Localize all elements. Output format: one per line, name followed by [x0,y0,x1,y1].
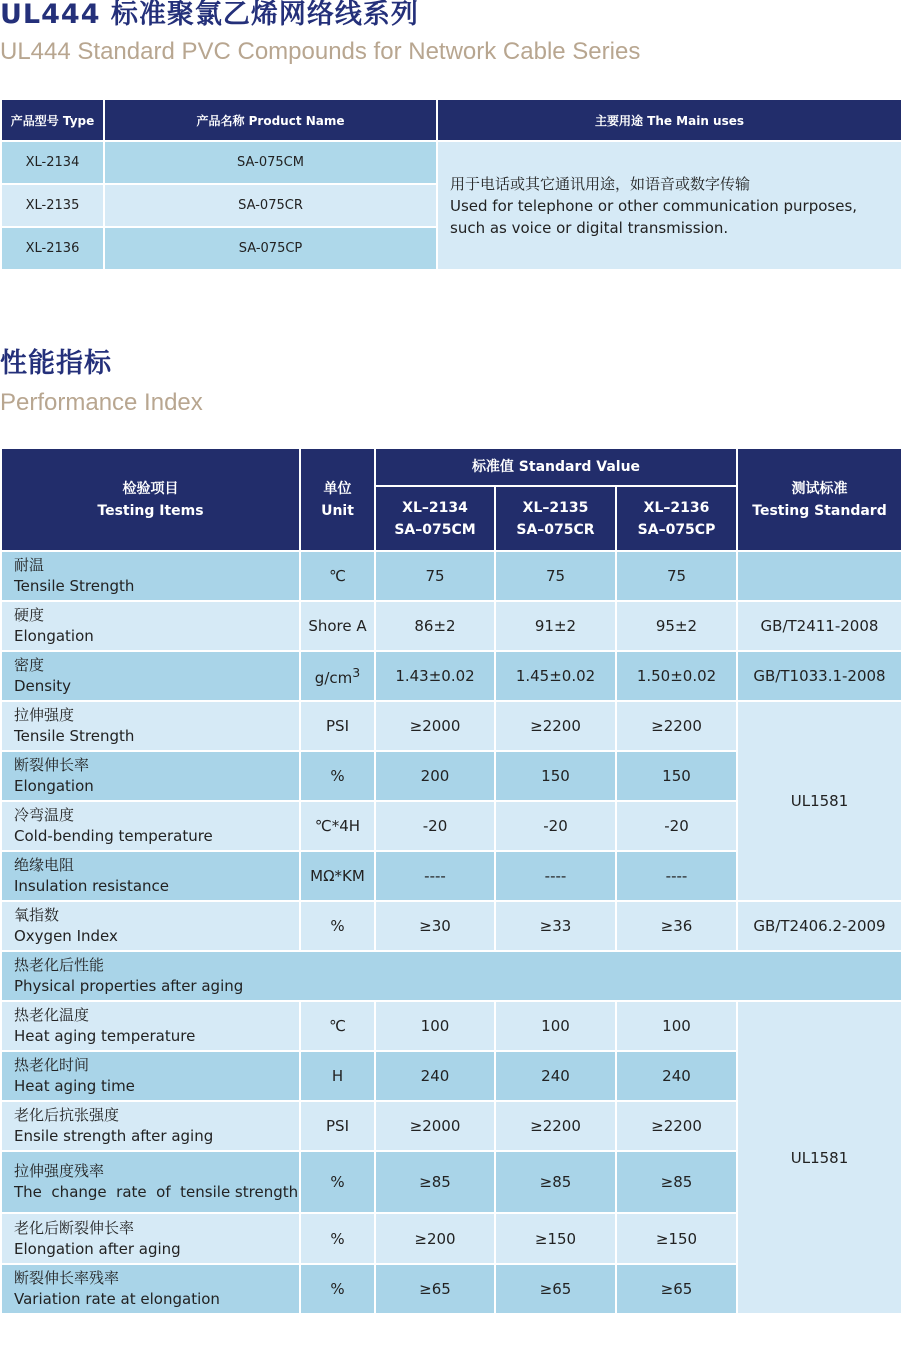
value-cell: ≥2200 [495,1101,616,1151]
value-cell: ---- [616,851,737,901]
value-cell: 95±2 [616,601,737,651]
item-en: Elongation after aging [14,1239,181,1258]
value-cell: ≥65 [495,1264,616,1314]
section-title: 性能指标 [0,348,112,379]
header-model-1 [375,486,495,551]
header-type: 产品型号 Type [1,99,104,141]
item-cell [1,801,300,851]
item-en: Ensile strength after aging [14,1127,214,1145]
unit-cell: PSI [300,701,375,751]
model-name: SA–075CR [516,521,595,538]
unit-cell: % [300,901,375,951]
product-name-cell: SA-075CP [104,227,437,270]
item-cn: 热老化温度 [14,1006,90,1024]
table-row [1,701,901,751]
value-cell: 100 [495,1001,616,1051]
value-cell: ≥85 [375,1151,495,1213]
value-cell: ≥150 [495,1213,616,1264]
section-subtitle: Performance Index [0,389,203,416]
unit-cell: Shore A [300,601,375,651]
header-item-en: Testing Items [97,502,204,519]
unit-superscript: 3 [352,665,361,680]
value-cell: -20 [616,801,737,851]
standard-cell [737,551,901,601]
item-en: Elongation [14,777,94,795]
value-cell: 1.45±0.02 [495,651,616,701]
item-cell [1,601,300,651]
item-cn: 绝缘电阻 [14,856,75,874]
item-cn: 硬度 [14,606,45,624]
item-cell [1,751,300,801]
aging-heading-cn: 热老化后性能 [14,956,105,974]
value-cell: ≥2000 [375,701,495,751]
aging-heading-row [1,951,901,1001]
unit-cell: PSI [300,1101,375,1151]
value-cell: 240 [616,1051,737,1101]
value-cell: ---- [495,851,616,901]
value-cell: 1.50±0.02 [616,651,737,701]
value-cell: -20 [375,801,495,851]
item-en: Heat aging temperature [14,1027,196,1045]
value-cell: -20 [495,801,616,851]
item-cn: 热老化时间 [14,1056,90,1074]
value-cell: 75 [495,551,616,601]
table-row [1,901,901,951]
table-row [1,1001,901,1051]
model-name: SA–075CP [637,521,716,538]
unit-cell [300,651,375,701]
item-cn: 密度 [14,656,45,674]
item-cn: 拉伸强度 [14,706,75,724]
table-row [1,651,901,701]
value-cell: 240 [495,1051,616,1101]
value-cell: ≥2200 [616,1101,737,1151]
page-title: UL444 标准聚氯乙烯网络线系列 [0,0,419,30]
item-cn: 断裂伸长率残率 [14,1269,120,1287]
item-en: Cold-bending temperature [14,827,213,845]
value-cell: 150 [616,751,737,801]
perf-header-row-1 [1,448,901,486]
page-subtitle: UL444 Standard PVC Compounds for Network Cable Series [0,38,641,65]
header-standard-value: 标准值 Standard Value [375,448,737,486]
header-testing-items [1,448,300,551]
item-cell [1,651,300,701]
product-table-header [1,99,901,141]
value-cell: ---- [375,851,495,901]
uses-cn: 用于电话或其它通讯用途，如语音或数字传输 [450,174,751,193]
uses-en-line-1: Used for telephone or other communication purposes, [450,196,858,215]
item-en: Heat aging time [14,1077,135,1095]
item-cn: 老化后抗张强度 [14,1106,120,1124]
item-cell [1,551,300,601]
model-name: SA–075CM [394,521,476,538]
header-product-name: 产品名称 Product Name [104,99,437,141]
product-name-cell: SA-075CM [104,141,437,184]
item-en: Elongation [14,627,94,645]
item-cn: 冷弯温度 [14,806,75,824]
value-cell: 150 [495,751,616,801]
model-code: XL–2135 [522,499,589,516]
item-cn: 老化后断裂伸长率 [14,1218,135,1237]
item-cell [1,1264,300,1314]
value-cell: ≥65 [616,1264,737,1314]
item-en: Tensile Strength [14,577,135,595]
model-code: XL–2134 [402,499,468,516]
value-cell: ≥65 [375,1264,495,1314]
unit-cell: ℃*4H [300,801,375,851]
header-main-uses: 主要用途 The Main uses [437,99,901,141]
item-cell [1,1051,300,1101]
table-row [1,551,901,601]
value-cell: ≥150 [616,1213,737,1264]
value-cell: ≥200 [375,1213,495,1264]
unit-cell: % [300,751,375,801]
type-cell: XL-2135 [1,184,104,227]
standard-cell: UL1581 [737,1001,901,1314]
product-name-cell: SA-075CR [104,184,437,227]
value-cell: ≥33 [495,901,616,951]
standard-cell: GB/T2411-2008 [737,601,901,651]
value-cell: ≥2200 [495,701,616,751]
standard-cell: GB/T2406.2-2009 [737,901,901,951]
unit-cell: MΩ*KM [300,851,375,901]
unit-cell: % [300,1264,375,1314]
model-code: XL–2136 [643,499,710,516]
value-cell: ≥2000 [375,1101,495,1151]
aging-heading [1,951,901,1001]
item-cn: 耐温 [14,556,45,574]
value-cell: ≥85 [616,1151,737,1213]
value-cell: ≥36 [616,901,737,951]
value-cell: 91±2 [495,601,616,651]
item-en: Insulation resistance [14,877,170,895]
item-cell [1,701,300,751]
value-cell: ≥30 [375,901,495,951]
value-cell: 200 [375,751,495,801]
item-en: Tensile Strength [14,727,135,745]
type-cell: XL-2136 [1,227,104,270]
value-cell: 240 [375,1051,495,1101]
value-cell: ≥85 [495,1151,616,1213]
type-cell: XL-2134 [1,141,104,184]
header-test-cn: 测试标准 [791,480,848,497]
item-cell [1,1213,300,1264]
standard-cell: GB/T1033.1-2008 [737,651,901,701]
item-en: Variation rate at elongation [14,1290,220,1308]
unit-cell: ℃ [300,1001,375,1051]
value-cell: 86±2 [375,601,495,651]
table-row [1,141,901,184]
header-unit [300,448,375,551]
item-cell [1,1001,300,1051]
value-cell: 75 [616,551,737,601]
product-table [0,98,901,271]
header-unit-cn: 单位 [323,480,352,497]
value-cell: 1.43±0.02 [375,651,495,701]
unit-cell: ℃ [300,551,375,601]
value-cell: 100 [616,1001,737,1051]
item-cn: 氧指数 [14,906,60,924]
item-cell [1,1101,300,1151]
table-row [1,601,901,651]
uses-en-line-2: such as voice or digital transmission. [450,218,729,237]
item-cell [1,851,300,901]
header-model-2 [495,486,616,551]
performance-table [0,447,901,1315]
item-cn: 断裂伸长率 [14,756,90,774]
value-cell: 100 [375,1001,495,1051]
item-en: The change rate of tensile strength [14,1183,299,1201]
item-cell [1,1151,300,1213]
unit-cell: H [300,1051,375,1101]
header-testing-standard [737,448,901,551]
main-uses-cell [437,141,901,270]
unit-cell: % [300,1151,375,1213]
value-cell: ≥2200 [616,701,737,751]
unit-text: g/cm [314,669,353,687]
unit-cell: % [300,1213,375,1264]
item-cell [1,901,300,951]
item-en: Oxygen Index [14,927,118,945]
item-cn: 拉伸强度残率 [14,1162,105,1180]
item-en: Density [14,677,72,695]
standard-cell: UL1581 [737,701,901,901]
value-cell: 75 [375,551,495,601]
aging-heading-en: Physical properties after aging [14,977,244,995]
header-test-en: Testing Standard [752,502,887,519]
header-unit-en: Unit [321,502,354,519]
header-model-3 [616,486,737,551]
header-item-cn: 检验项目 [122,480,179,497]
